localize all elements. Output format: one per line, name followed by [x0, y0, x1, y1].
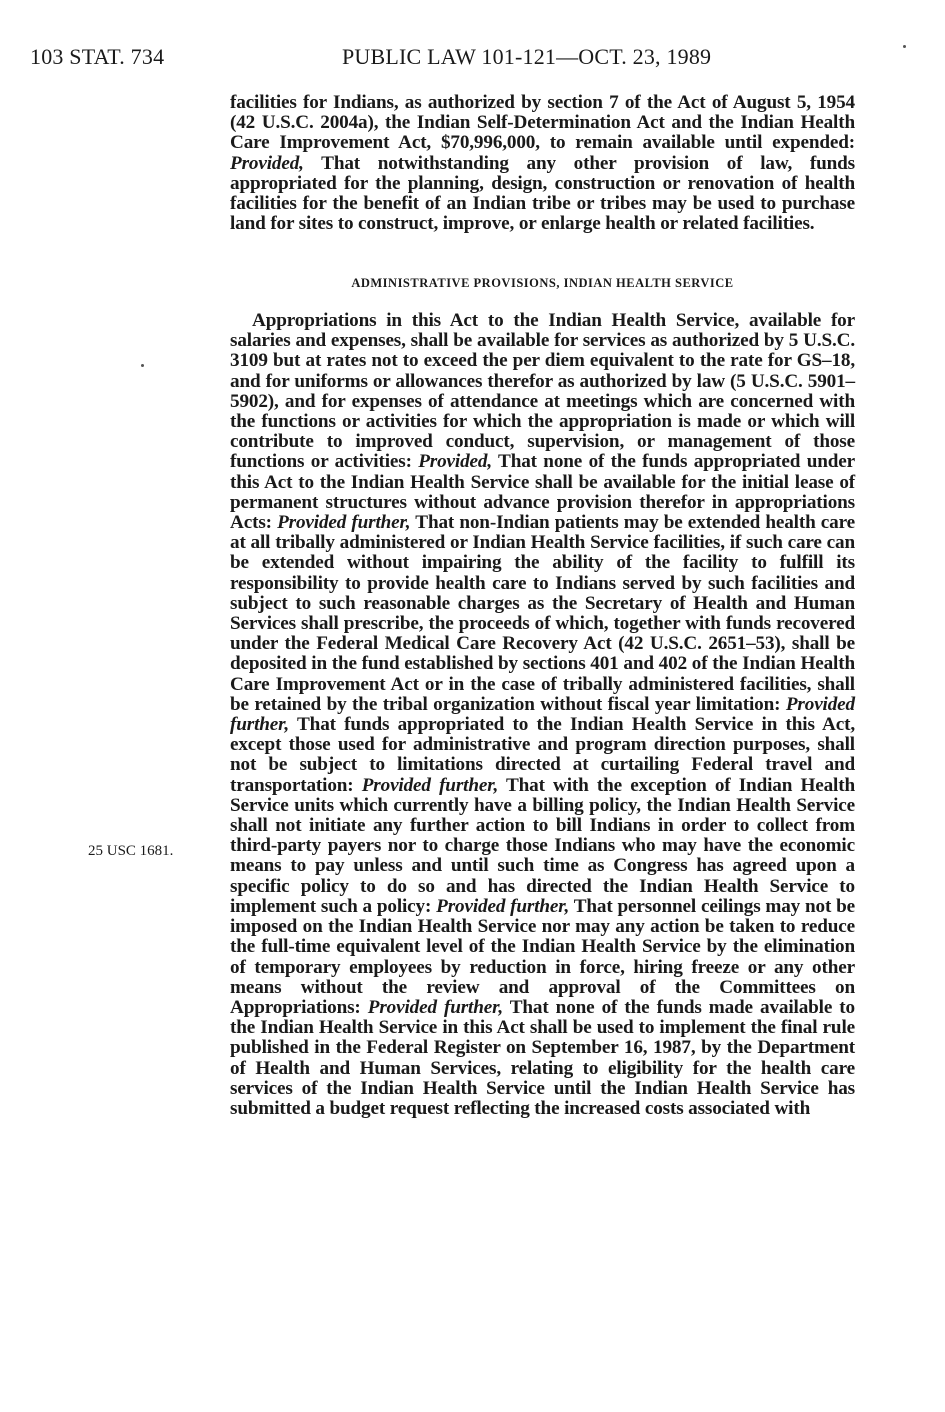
proviso-label: Provided, — [230, 152, 304, 174]
margin-citation: 25 USC 1681. — [88, 843, 174, 859]
proviso-label: Provided, — [418, 451, 492, 473]
proviso-label: Provided further, — [436, 895, 570, 917]
public-law-citation: PUBLIC LAW 101-121—OCT. 23, 1989 — [342, 44, 712, 69]
paragraph-text: That none of the funds made available to the Indian Health Service in this Act shall be used to implement the final rule published in the Federal Register on September 16, 1987, by the Department of Health and Human Services, relating to eligibility for the health care services of the Indian Health Service until the Indian Health Service has submitted a budget request reflecting the increased costs associated with — [230, 996, 855, 1119]
paragraph-text: That none of the funds appropriated under this Act to the Indian Health Service shall be available for the initial lease of permanent structures without advance provision therefor in appropriations Acts: — [230, 451, 855, 534]
paragraph-text: That with the exception of Indian Health Service units which currently have a billing policy, the Indian Health Service shall not initiate any further action to bill Indians in order to collect from third-party payers nor to charge those Indians who may have the economic means to pay unless and until such time as Congress has agreed upon a specific policy to do so and has directed the Indian Health Service to implement such a policy: — [230, 774, 855, 917]
paragraph-text: Appropriations in this Act to the Indian Health Service, available for salaries and expenses, shall be available for services as authorized by 5 U.S.C. 3109 but at rates not to exceed the per diem equivalent to the rate for GS–18, and for uniforms or allowances therefor as authorized by law (5 U.S.C. 5901–5902), and for expenses of attendance at meetings which are concerned with the functions or activities for which the appropriation is made or which will contribute to improved conduct, supervision, or management of those functions or activities: — [230, 310, 855, 473]
paragraph-administrative-provisions — [230, 311, 855, 1119]
proviso-label: Provided further, — [367, 996, 504, 1018]
stat-page-number: 103 STAT. 734 — [30, 44, 165, 69]
scan-speck — [903, 45, 906, 48]
paragraph-text: facilities for Indians, as authorized by section 7 of the Act of August 5, 1954 (42 U.S.C. 2004a), the Indian Self-Determination Act and the Indian Health Care Improvement Act, $70,996,000, to remain available until expended: — [230, 92, 855, 154]
proviso-label: Provided further, — [277, 512, 411, 534]
paragraph-text: That personnel ceilings may not be imposed on the Indian Health Service nor may any action be taken to reduce the full-time equivalent level of the Indian Health Service by the elimination of temporary employees by reduction in force, hiring freeze or any other means without the review and approval of the Committees on Appropriations: — [230, 895, 855, 1018]
margin-speck — [141, 364, 144, 367]
page-header — [30, 44, 915, 74]
paragraph-text: That funds appropriated to the Indian Health Service in this Act, except those used for administrative and program direction purposes, shall not be subject to limitations directed at curtailing Federal travel and transportation: — [230, 714, 855, 796]
paragraph-text: That notwithstanding any other provision of law, funds appropriated for the planning, design, construction or renovation of health facilities for the benefit of an Indian tribe or tribes may be used to purchase land for sites to construct, improve, or enlarge health or related facilities. — [230, 152, 855, 235]
proviso-label: Provided further, — [361, 774, 499, 796]
paragraph-facilities — [230, 93, 855, 234]
paragraph-text: That non-Indian patients may be extended health care at all tribally administered or Indian Health Service facilities, if such care can be extended without impairing the ability of the facility to fulfill its responsibility to provide health care to Indians served by such facilities and subject to such reasonable charges as the Secretary of Health and Human Services shall prescribe, the proceeds of which, together with funds recovered under the Federal Medical Care Recovery Act (42 U.S.C. 2651–53), shall be deposited in the fund established by sections 401 and 402 of the Indian Health Care Improvement Act or in the case of tribally administered facilities, shall be retained by the tribal organization without fiscal year limitation: — [230, 512, 855, 715]
proviso-label: Provided further, — [230, 693, 855, 736]
section-heading: ADMINISTRATIVE PROVISIONS, INDIAN HEALTH SERVICE — [351, 276, 734, 290]
